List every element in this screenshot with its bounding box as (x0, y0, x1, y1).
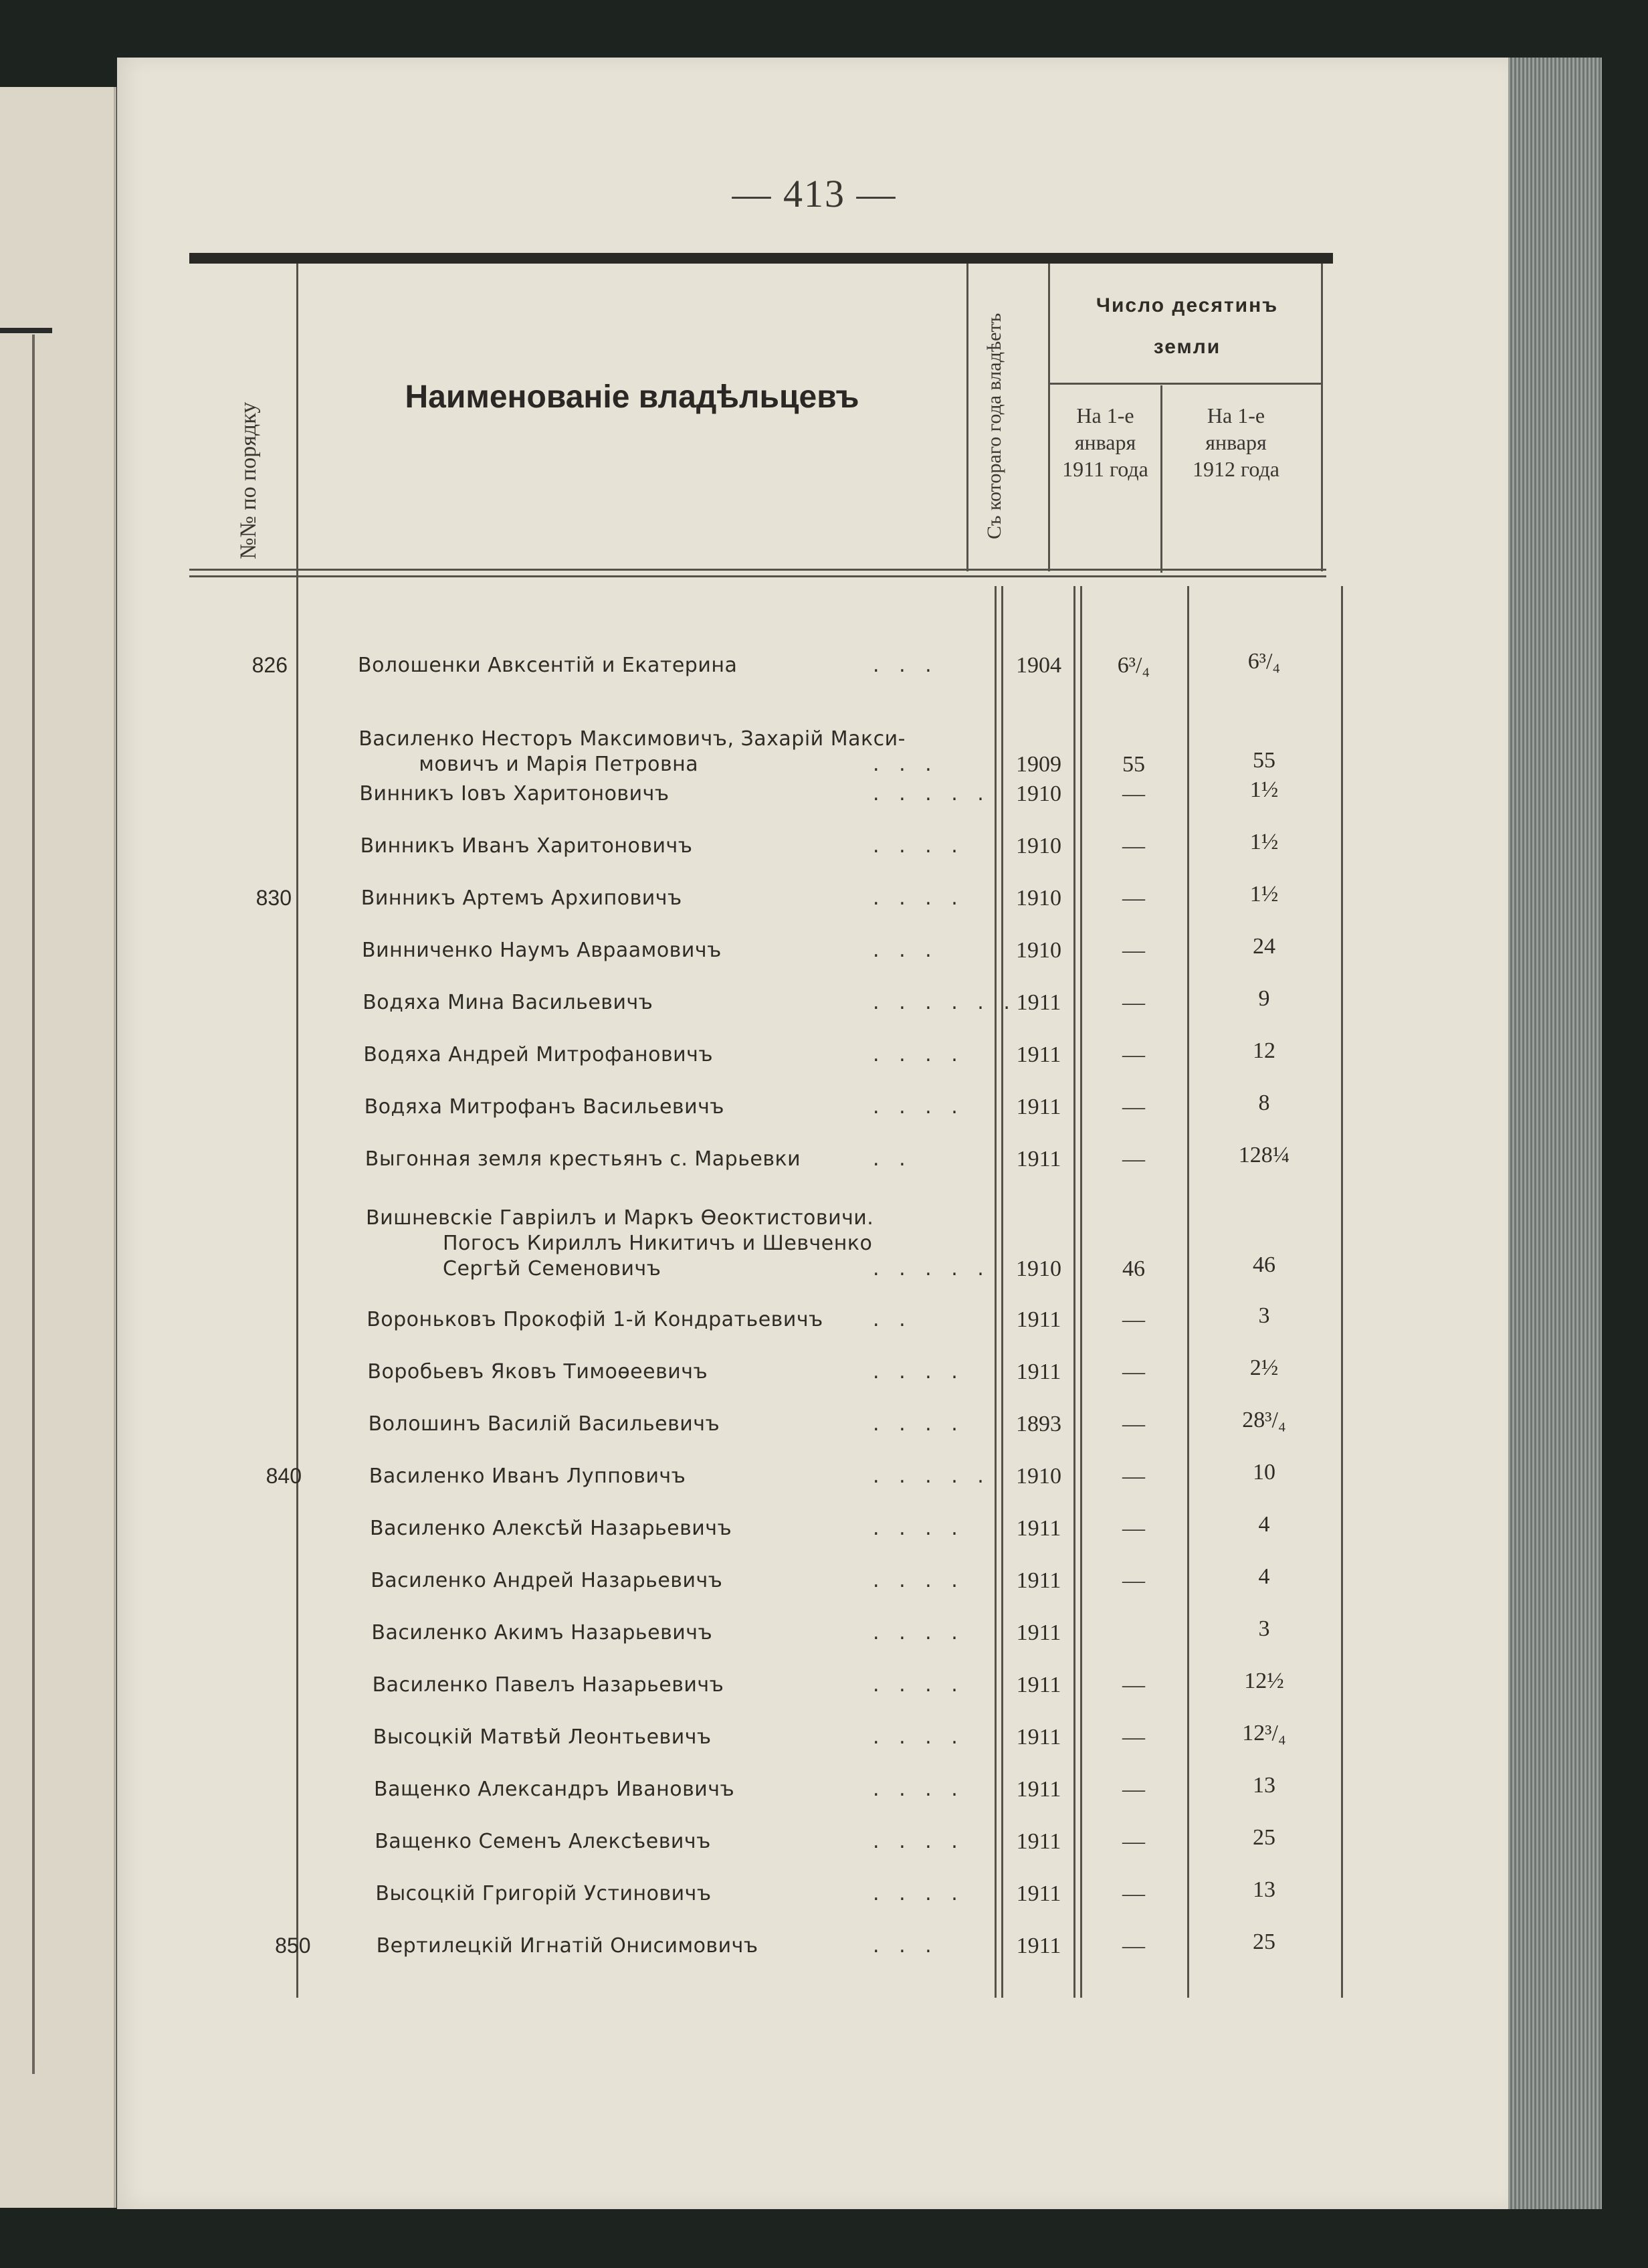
leader-dots: . . . . . (873, 1257, 991, 1281)
owner-name (371, 1568, 722, 1594)
owner-name-line: Винниченко Наумъ Авраамовичъ (362, 939, 722, 962)
row-number: 840 (266, 1464, 302, 1488)
body-divider-name-2 (1001, 586, 1003, 1998)
desyatin-1911: 6³/₄ (1117, 653, 1150, 678)
desyatin-1912: 128¼ (1238, 1143, 1290, 1167)
header-desyatin-group: Число десятинъ земли (1096, 294, 1279, 358)
owner-name (366, 1206, 873, 1282)
year-since: 1911 (1016, 1516, 1061, 1541)
desyatin-1911: — (1122, 1881, 1145, 1906)
header-col-1912 (1162, 402, 1310, 482)
owner-name (361, 886, 682, 911)
owner-name (377, 1933, 758, 1959)
leader-dots: . . . . (873, 1725, 964, 1749)
owner-name (362, 938, 722, 963)
leader-dots: . . . . (873, 1412, 964, 1436)
owner-name (360, 834, 693, 859)
owner-name (375, 1829, 711, 1855)
desyatin-1911: — (1122, 1933, 1145, 1958)
owner-name (367, 1359, 708, 1385)
desyatin-1912: 4 (1258, 1512, 1270, 1537)
owner-name-line: Волошенки Авксентій и Екатерина (358, 654, 738, 677)
header-1912-line1: На 1-е (1207, 403, 1265, 428)
owner-name-line: Водяха Андрей Митрофановичъ (363, 1043, 714, 1066)
year-since: 1910 (1016, 781, 1061, 806)
leader-dots: . . . . . (873, 1464, 991, 1488)
desyatin-1912: 4 (1258, 1564, 1270, 1589)
year-since: 1911 (1016, 1829, 1061, 1854)
previous-page-rule (0, 328, 52, 333)
leader-dots: . . . (873, 1934, 938, 1958)
desyatin-1912: 3 (1258, 1616, 1270, 1641)
desyatin-1912: 3 (1258, 1303, 1270, 1328)
desyatin-1911: — (1122, 1516, 1145, 1541)
header-1911-line2: января (1074, 430, 1136, 454)
owner-name-line: Винникъ Артемъ Архиповичъ (360, 886, 682, 910)
leader-dots: . . . (873, 939, 938, 962)
owner-name-line: Волошинъ Василій Васильевичъ (368, 1412, 720, 1436)
desyatin-1912: 46 (1253, 1252, 1275, 1277)
owner-name-line: Вишневскіе Гавріилъ и Маркъ Өеоктистовичи. (366, 1206, 874, 1230)
body-divider-name (995, 586, 997, 1998)
year-since: 1911 (1016, 1568, 1061, 1593)
leader-dots: . . . . (873, 1360, 964, 1384)
owner-name-line: Погосъ Кириллъ Никитичъ и Шевченко (443, 1232, 873, 1255)
header-bottom-rule-2 (189, 575, 1326, 577)
desyatin-1911: — (1122, 1725, 1145, 1750)
owner-name-line: Ващенко Семенъ Алексѣевичъ (375, 1830, 711, 1853)
table-top-rule (189, 253, 1333, 264)
header-1911-line1: На 1-е (1076, 403, 1134, 428)
desyatin-1911: — (1122, 938, 1145, 963)
owner-name-line: мовичъ и Марія Петровна (419, 753, 699, 776)
year-since: 1909 (1016, 752, 1061, 777)
desyatin-1911: — (1122, 1829, 1145, 1854)
header-1911-line3: 1911 года (1062, 457, 1148, 481)
owner-name-line: Воробьевъ Яковъ Тимоѳеевичъ (367, 1360, 708, 1384)
desyatin-1911: — (1122, 1147, 1145, 1171)
desyatin-1912: 1½ (1249, 830, 1279, 854)
header-group-rule (1048, 383, 1322, 385)
desyatin-1912: 10 (1253, 1460, 1275, 1485)
desyatin-1912: 12³/₄ (1242, 1721, 1286, 1745)
owner-name-line: Василенко Иванъ Лупповичъ (369, 1464, 686, 1488)
header-owner-name: Наименованіе владѣльцевъ (405, 379, 859, 415)
year-since: 1910 (1016, 834, 1061, 858)
owner-name (367, 1307, 823, 1333)
desyatin-1911: — (1122, 1464, 1145, 1489)
header-1912-line3: 1912 года (1193, 457, 1279, 481)
desyatin-1911: — (1122, 1412, 1145, 1436)
year-since: 1911 (1016, 1933, 1061, 1958)
owner-name-line: Винникъ Іовъ Харитоновичъ (359, 782, 670, 806)
owner-name-line: Высоцкій Матвѣй Леонтьевичъ (373, 1725, 712, 1749)
desyatin-1912: 28³/₄ (1242, 1408, 1286, 1432)
year-since: 1911 (1016, 990, 1061, 1015)
desyatin-1912: 55 (1253, 748, 1275, 773)
owner-name (358, 727, 906, 777)
owner-name (365, 1095, 724, 1120)
owner-name (365, 1147, 801, 1172)
leader-dots: . . . . (873, 1673, 964, 1697)
year-since: 1910 (1016, 1256, 1061, 1281)
leader-dots: . . . . . . (873, 991, 1017, 1014)
leader-dots: . . . . (873, 834, 964, 858)
body-right-edge (1341, 586, 1343, 1998)
owner-name (373, 1673, 724, 1698)
leader-dots: . . . . (873, 1095, 964, 1119)
owner-name (358, 653, 737, 678)
desyatin-1912: 8 (1258, 1091, 1270, 1115)
leader-dots: . . . . (873, 1043, 964, 1066)
desyatin-1912: 13 (1253, 1773, 1275, 1798)
book-page (117, 58, 1512, 2209)
year-since: 1911 (1016, 1095, 1061, 1119)
desyatin-1911: — (1122, 834, 1145, 858)
desyatin-1911: — (1122, 1042, 1145, 1067)
body-divider-a (1187, 586, 1189, 1998)
leader-dots: . . . . (873, 1778, 964, 1801)
leader-dots: . . (873, 1147, 912, 1171)
body-divider-year (1073, 586, 1075, 1998)
desyatin-1912: 25 (1253, 1929, 1275, 1954)
leader-dots: . . . . (873, 1569, 964, 1592)
owner-name (373, 1725, 712, 1750)
desyatin-1912: 6³/₄ (1247, 649, 1281, 674)
previous-page-column-line (32, 335, 35, 2074)
desyatin-1912: 1½ (1249, 777, 1279, 802)
owner-name-line: Василенко Алексѣй Назарьевичъ (370, 1517, 732, 1540)
owner-name (363, 1042, 713, 1068)
row-number: 826 (251, 653, 288, 677)
owner-name-line: Водяха Митрофанъ Васильевичъ (364, 1095, 724, 1119)
row-number: 830 (255, 886, 292, 910)
year-since: 1904 (1016, 653, 1061, 678)
leader-dots: . . . . (873, 1517, 964, 1540)
header-right-edge (1321, 264, 1323, 571)
year-since: 1893 (1016, 1412, 1061, 1436)
desyatin-1912: 12½ (1244, 1669, 1284, 1693)
leader-dots: . . . . . (873, 782, 991, 806)
desyatin-1911: — (1122, 1777, 1145, 1802)
owner-name (369, 1412, 720, 1437)
previous-page-edge (0, 87, 116, 2208)
year-since: 1911 (1016, 1620, 1061, 1645)
desyatin-1912: 25 (1253, 1825, 1275, 1850)
year-since: 1911 (1016, 1359, 1061, 1384)
header-bottom-rule (189, 569, 1326, 571)
owner-name-line: Василенко Несторъ Максимовичъ, Захарій Макси- (358, 727, 906, 751)
owner-name-line: Вороньковъ Прокофій 1-й Кондратьевичъ (367, 1308, 823, 1331)
header-since-text: Съ котораго года владѣетъ (983, 312, 1005, 539)
year-since: 1911 (1016, 1725, 1061, 1750)
desyatin-1911: — (1122, 1359, 1145, 1384)
header-since-year (981, 285, 1008, 539)
desyatin-1912: 12 (1253, 1038, 1275, 1063)
owner-name (363, 990, 653, 1016)
desyatin-1912: 24 (1253, 934, 1275, 959)
owner-name (370, 1516, 732, 1541)
owner-name-line: Высоцкій Григорій Устиновичъ (375, 1882, 712, 1905)
desyatin-1912: 13 (1253, 1877, 1275, 1902)
leader-dots: . . . . (873, 1830, 964, 1853)
leader-dots: . . . (873, 753, 938, 776)
desyatin-1911: — (1122, 1673, 1145, 1697)
desyatin-1911: 55 (1122, 752, 1145, 777)
desyatin-1911: — (1122, 781, 1145, 806)
page-stack-edge (1508, 58, 1602, 2209)
owner-name (375, 1881, 711, 1907)
year-since: 1911 (1016, 1042, 1061, 1067)
owner-name-line: Василенко Андрей Назарьевичъ (371, 1569, 723, 1592)
body-divider-num (296, 586, 298, 1998)
leader-dots: . . . (873, 654, 938, 677)
body-divider-year-2 (1080, 586, 1082, 1998)
header-divider-num (296, 264, 298, 598)
header-col-1911 (1050, 402, 1160, 482)
year-since: 1910 (1016, 1464, 1061, 1489)
leader-dots: . . (873, 1308, 912, 1331)
owner-name (374, 1777, 734, 1802)
owner-name-line: Водяха Мина Васильевичъ (363, 991, 653, 1014)
header-number-column: №№ по порядку (236, 401, 261, 559)
year-since: 1910 (1016, 886, 1061, 911)
desyatin-1911: 46 (1122, 1256, 1145, 1281)
year-since: 1910 (1016, 938, 1061, 963)
leader-dots: . . . . (873, 886, 964, 910)
year-since: 1911 (1016, 1673, 1061, 1697)
owner-name-line: Вертилецкій Игнатій Онисимовичъ (376, 1934, 758, 1958)
leader-dots: . . . . (873, 1621, 964, 1644)
desyatin-1911: — (1122, 1307, 1145, 1332)
owner-name-line: Винникъ Иванъ Харитоновичъ (360, 834, 693, 858)
owner-name-line: Василенко Павелъ Назарьевичъ (372, 1673, 724, 1697)
year-since: 1911 (1016, 1147, 1061, 1171)
desyatin-1911: — (1122, 886, 1145, 911)
desyatin-1912: 9 (1258, 986, 1270, 1011)
year-since: 1911 (1016, 1881, 1061, 1906)
owner-name (371, 1620, 712, 1646)
header-1912-line2: января (1205, 430, 1267, 454)
owner-name-line: Выгонная земля крестьянъ с. Марьевки (365, 1147, 801, 1171)
page-number: — 413 — (732, 172, 897, 215)
leader-dots: . . . . (873, 1882, 964, 1905)
owner-name-line: Сергѣй Семеновичъ (443, 1257, 661, 1281)
year-since: 1911 (1016, 1777, 1061, 1802)
owner-name (359, 781, 669, 807)
year-since: 1911 (1016, 1307, 1061, 1332)
header-divider-name (966, 264, 968, 571)
row-number: 850 (275, 1933, 311, 1958)
owner-name (369, 1464, 686, 1489)
desyatin-1912: 2½ (1249, 1355, 1279, 1380)
owner-name-line: Василенко Акимъ Назарьевичъ (371, 1621, 713, 1644)
desyatin-1911: — (1122, 990, 1145, 1015)
desyatin-1912: 1½ (1249, 882, 1279, 907)
desyatin-1911: — (1122, 1095, 1145, 1119)
owner-name-line: Ващенко Александръ Ивановичъ (374, 1778, 735, 1801)
desyatin-1911: — (1122, 1568, 1145, 1593)
